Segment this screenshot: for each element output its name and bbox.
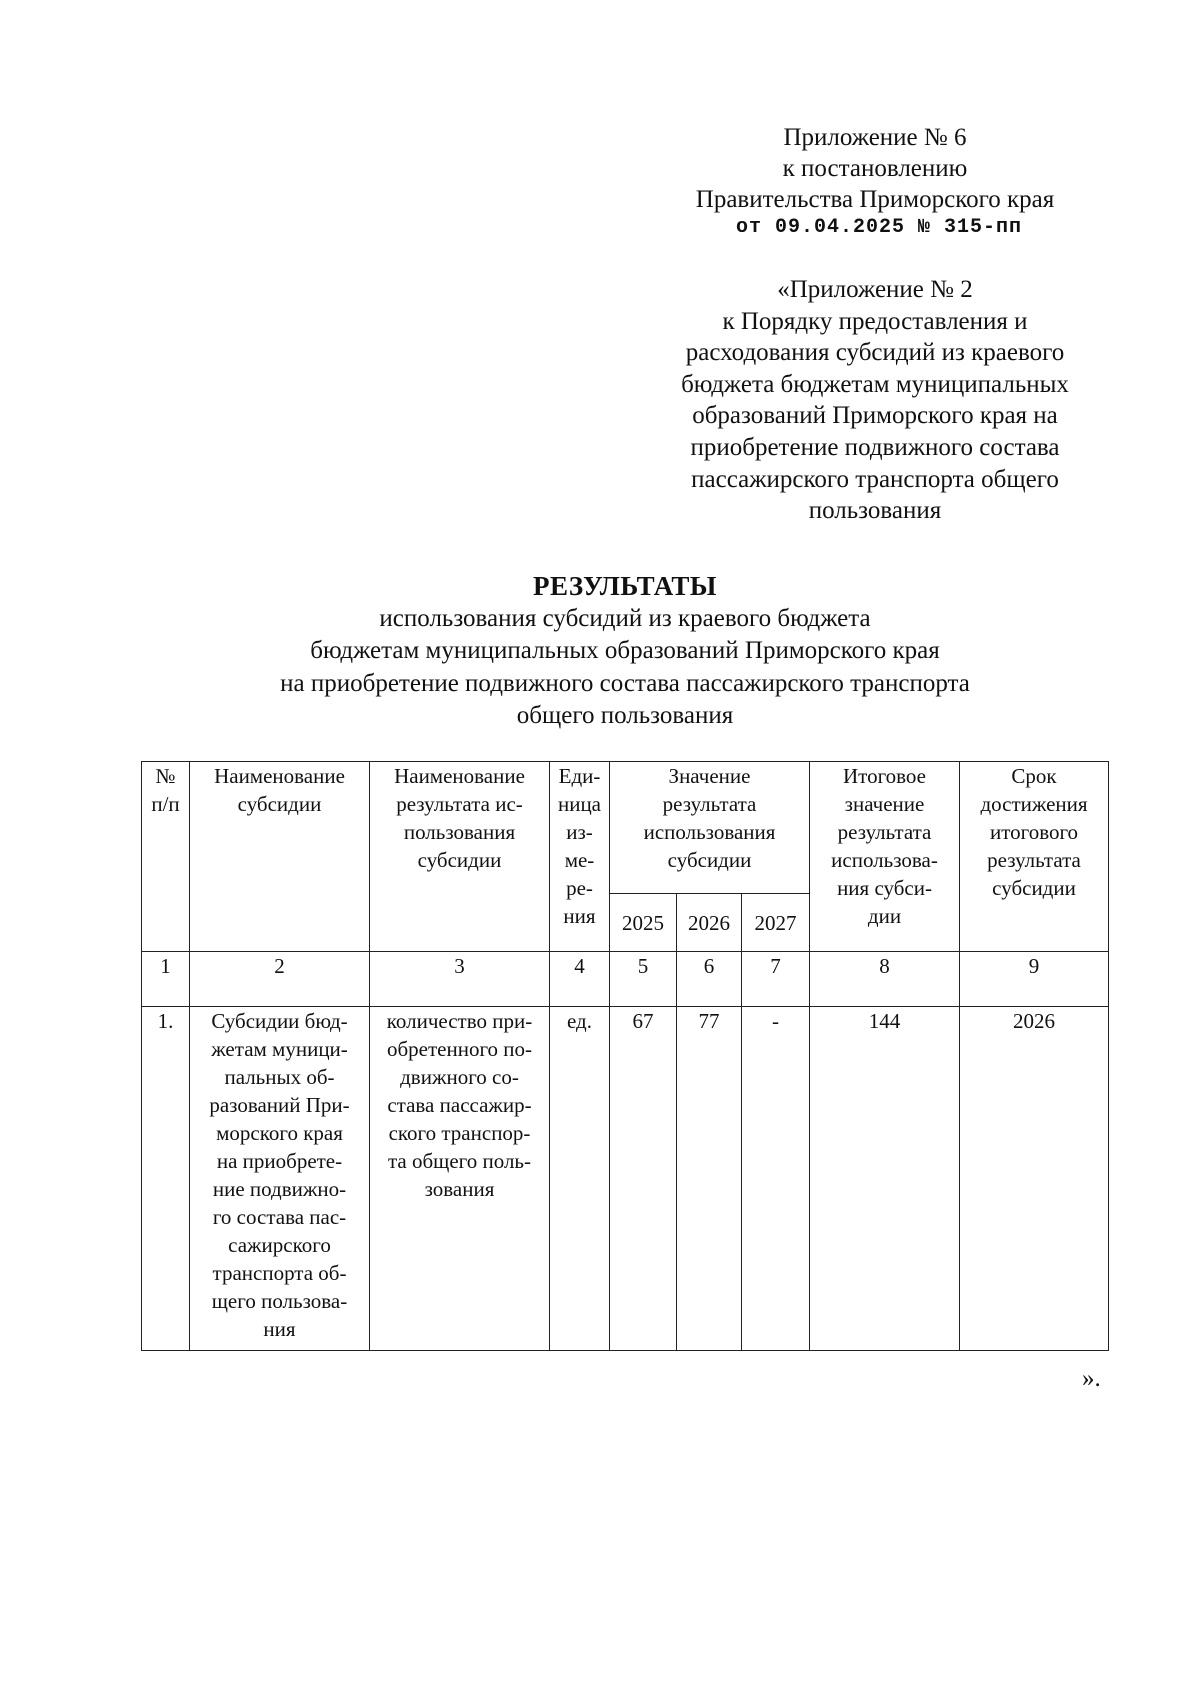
title-line: на приобретение подвижного состава пассажирского транспорта — [280, 669, 970, 697]
header-unit: Еди- ница из- ме- ре- ния — [550, 762, 610, 952]
column-number: 2 — [190, 952, 370, 1007]
title-line: общего пользования — [516, 702, 734, 729]
column-number: 8 — [810, 952, 960, 1007]
cell-value-2025: 67 — [610, 1007, 677, 1351]
annex-2-header — [645, 274, 1105, 527]
header-final-value: Итоговое значение результата использова- ния субси- дии — [810, 762, 960, 952]
annex-2-line: «Приложение № 2 — [777, 276, 973, 303]
annex-2-line: к Порядку предоставления и — [722, 307, 1028, 335]
annex-2-line: приобретение подвижного состава — [690, 433, 1060, 461]
header-result-name: Наименование результата ис- пользования субсидии — [370, 762, 550, 952]
column-number: 1 — [142, 952, 190, 1007]
column-number: 6 — [677, 952, 742, 1007]
annex-2-line: пассажирского транспорта общего — [691, 465, 1059, 493]
header-year-2027: 2027 — [742, 894, 810, 952]
header-num: № п/п — [142, 762, 190, 952]
annex-2-line: бюджета бюджетам муниципальных — [681, 370, 1069, 398]
cell-value-2026: 77 — [677, 1007, 742, 1351]
column-number: 9 — [960, 952, 1109, 1007]
annex-2-line: расходования субсидий из краевого — [685, 339, 1065, 367]
document-title — [0, 570, 1200, 733]
title-heading: РЕЗУЛЬТАТЫ — [533, 571, 717, 601]
header-subsidy-name: Наименование субсидии — [190, 762, 370, 952]
cell-result-name: количество при- обретенного по- движного со- става пассажир- ского транспор- та общего поль- зования — [370, 1007, 550, 1351]
annex-6-line-3: Правительства Приморского края — [695, 186, 1055, 213]
annex-2-line: пользования — [808, 497, 942, 525]
header-year-2025: 2025 — [610, 894, 677, 952]
cell-final-value: 144 — [810, 1007, 960, 1351]
annex-6-date-stamp: от 09.04.2025 № 315-пп — [735, 216, 1023, 239]
title-line: использования субсидий из краевого бюджета — [379, 604, 871, 632]
column-number: 3 — [370, 952, 550, 1007]
annex-6-line-1: Приложение № 6 — [783, 124, 967, 151]
header-year-2026: 2026 — [677, 894, 742, 952]
annex-6-line-2: к постановлению — [782, 155, 968, 182]
table-row — [142, 1007, 1109, 1351]
cell-value-2027: - — [742, 1007, 810, 1351]
results-table — [141, 761, 1109, 1351]
header-deadline: Срок достижения итогового результата субсидии — [960, 762, 1109, 952]
column-number: 7 — [742, 952, 810, 1007]
closing-quote-mark: ». — [1082, 1365, 1101, 1392]
column-number: 4 — [550, 952, 610, 1007]
annex-6-header — [655, 122, 1095, 241]
cell-deadline: 2026 — [960, 1007, 1109, 1351]
annex-2-line: образований Приморского края на — [692, 402, 1058, 430]
cell-subsidy-name: Субсидии бюд- жетам муници- пальных об- разований При- морского края на приобрете- ние подвижно- го состава пас- сажирского транспорта об- щего пользова- ния — [190, 1007, 370, 1351]
cell-row-num: 1. — [142, 1007, 190, 1351]
column-number: 5 — [610, 952, 677, 1007]
title-line: бюджетам муниципальных образований Приморского края — [310, 637, 940, 664]
header-value-group: Значение результата использования субсидии — [610, 762, 810, 894]
cell-unit: ед. — [550, 1007, 610, 1351]
